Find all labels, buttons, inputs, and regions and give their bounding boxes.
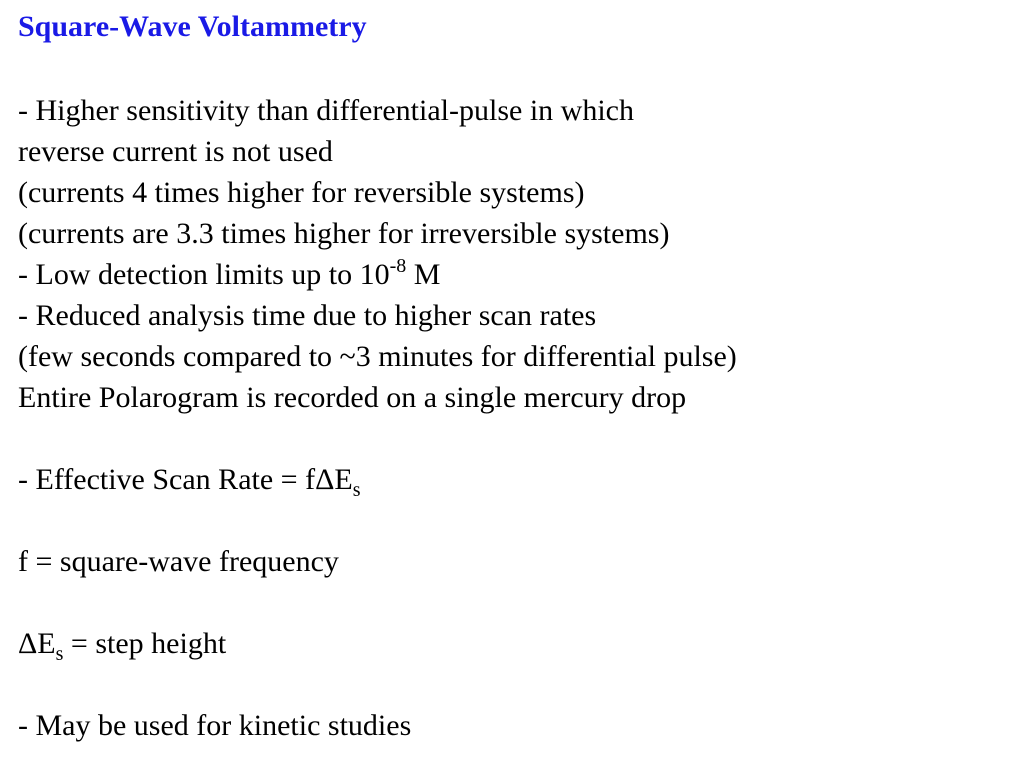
text-line-reverse-current: reverse current is not used — [18, 135, 333, 168]
scan-rate-text: - Effective Scan Rate = fΔE — [18, 463, 353, 496]
text-line-seconds-compared: (few seconds compared to ~3 minutes for differential pulse) — [18, 340, 737, 373]
text-line-analysis-time: - Reduced analysis time due to higher scan rates — [18, 299, 597, 332]
spacer — [18, 418, 737, 459]
spacer — [18, 664, 737, 705]
detection-limit-exponent: -8 — [389, 255, 407, 277]
text-line-frequency: f = square-wave frequency — [18, 545, 339, 578]
text-line-detection-limits — [18, 254, 737, 295]
slide-title: Square-Wave Voltammetry — [18, 10, 367, 43]
step-height-symbol: ΔE — [18, 627, 56, 660]
step-height-subscript: s — [55, 643, 64, 665]
text-line-irreversible: (currents are 3.3 times higher for irreversible systems) — [18, 217, 670, 250]
spacer — [18, 582, 737, 623]
text-line-reversible: (currents 4 times higher for reversible systems) — [18, 176, 585, 209]
text-line-effective-scan-rate — [18, 459, 737, 500]
text-line-sensitivity: - Higher sensitivity than differential-pulse in which — [18, 94, 634, 127]
text-line-step-height — [18, 623, 737, 664]
step-height-text: = step height — [63, 627, 227, 660]
detection-limit-text: - Low detection limits up to 10 — [18, 258, 390, 291]
text-line-polarogram: Entire Polarogram is recorded on a single mercury drop — [18, 381, 687, 414]
scan-rate-subscript: s — [352, 479, 361, 501]
slide-body — [18, 90, 737, 746]
detection-limit-unit: M — [406, 258, 441, 291]
spacer — [18, 500, 737, 541]
text-line-kinetic-studies: - May be used for kinetic studies — [18, 709, 412, 742]
